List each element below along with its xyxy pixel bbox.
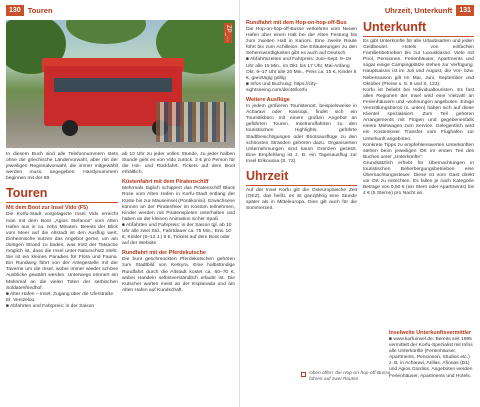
right-running-title: Uhrzeit, Unterkunft xyxy=(384,5,453,15)
boot-bullet-1: ■ Alter Hafen – Insel, Zugang über die Uferstraße El. Venizelou xyxy=(6,291,114,303)
tip-text: ■ www.korfuinsel.de: Bereits seit 1995 vermittelt der Korfu-Spezialist mit Infos alle Unterkünfte (Ferienhäuser, Apartments, Pensionen, Studios etc.) z. B. in Acharavi, Arillas, Afionas (D1) und Agios Gordios. Angeboten werden Ferienhäuser, Apartments und Hotels. xyxy=(389,337,473,379)
kuste-bullet-1: ■ Abfahrten und Fahrpreis: in der Saison tgl. ab 10 Uhr alle zwei Std., Fahrtdauer ca. 75 Min., Erw. 10 €, Kinder (6–12 J.) 6 €, Tickets auf dem Boot oder auf der Website xyxy=(122,222,232,247)
caption-marker-icon xyxy=(301,372,306,377)
sub-bus-title: Rundfahrt mit dem Hop-on-hop-off-Bus xyxy=(246,20,347,26)
unterkunft-text-4: Grundsätzlich erhebt für Übernachtungen in touristischen Beherbergungsbetrieben eine Übernachtungssteuer. Diese ist vom Gast direkt vor Ort zu entrichten. Es fallen je nach Kategorie Beträge von 0,50 € (ein Stern oder Apartments) bis 4 € (5 Sterne) pro Nacht an. xyxy=(363,160,474,197)
unterkunft-text-3: Konkrete Tipps zu empfehlenswerten Unterkünften stehen beim jeweiligen Ort im ersten Teil des Buches unter „Unterkünfte“. xyxy=(363,142,474,160)
left-header xyxy=(6,4,53,16)
caption-text: Oben offen: die Hop-on-hop-off-Busse fahren auf zwei Routen xyxy=(309,371,391,382)
section-uhrzeit-title: Uhrzeit xyxy=(246,168,289,183)
left-column-2 xyxy=(122,152,235,294)
right-page-number: 131 xyxy=(456,5,474,16)
kuste-text: Mehrmals täglich schippert das Piratenschiff Black Rose vom Alten Hafen in Korfu-Stadt entlang der Küste bis zur Mäuseinsel (Pontikonisi). Erwachsene können an der Piratenfeier im Kostüm teilnehmen, Kinder werden mit Piratenspielen unterhalten und haben an der kleinen Animation sicher Spaß. xyxy=(122,186,235,222)
photo-credit-tag: ZP_... xyxy=(225,25,231,42)
tour-bus-photo xyxy=(6,20,235,148)
bus-text: Die Hop-on-hop-off-Busse verkehren vom Neuen Hafen über einen Halt bei der Alten Festung bis zum zweiten Halt in Kanoni. Eine zweite Route führt bis zum Achilleion. Die Erläuterungen zu den Sehenswürdigkeiten gibt es auch auf Deutsch. xyxy=(246,27,357,57)
unterkunft-text-2: Korfu ist beliebt bei Individualtouristen. Es fast allen Regionen der Insel wird eine Vielzahl an Ferienhäusern und -wohnungen angeboten. Einige Vermittlungsbüros (s. unten) haben sich auf diese Klientel spezialisiert. Zum Teil gehören Arrangements mit Flügen und gegebenenfalls einem Mietwagen zum Service. Gelegentlich wird ein Kostenloser Transfer vom Flughafen zur Unterkunft angeboten. xyxy=(363,87,474,142)
bus-bullet-2: ■ Infos und Buchung: https://city-sightseeing.com/de/46/korfu xyxy=(246,81,318,93)
sub-pferd-title: Rundfahrt mit der Pferdekutsche xyxy=(122,250,206,257)
photo-caption xyxy=(301,371,391,383)
boot-text: Die Korfu-Stadt vorgelagerte Insel Vido erreicht man mit dem Boot „Agios Stefanos“ vom Alten Hafen aus in ca. zehn Minuten. Bereits der Blick vom Meer auf die Altstadt ist den Ausflug wert. Einheimische nutzen das Angebot gerne, um am dortigen Strand zu baden, was trotz der Tatsache möglich ist, dass die Insel unter Naturschutz steht. Sie ist ein kleines Paradies für Flora und Fauna. Ein Rundweg führt von der Anlegestelle mit der Taverne um die Insel, wobei immer wieder schöne Ausblicke gewährt werden. Unterwegs erinnert ein Mahnmal an die vielen Toten der serbischen Soldatenfriedhof. xyxy=(6,212,118,291)
accommodation-tip-box xyxy=(389,330,474,380)
left-column-1 xyxy=(6,152,118,310)
right-header xyxy=(385,4,474,16)
section-unterkunft-title: Unterkunft xyxy=(363,20,427,34)
sub-kuste-title: Küstenfahrt mit dem Piratenschiff xyxy=(122,179,209,186)
left-page-number: 130 xyxy=(6,5,24,16)
bus-bullet-1: ■ Abfahrtszeiten und Fahrpreis: Juni–Sept. 9–19 Uhr alle 15 Min., im Okt. bis 17 Uhr, Mai-Anfang Okt. 9–17 Uhr alle 20 Min., Preis ca. 15 €, Kinder 8 €, ganztägig gültig xyxy=(246,57,357,81)
right-column-2 xyxy=(363,20,474,197)
sub-boot-title: Mit dem Boot zur Insel Vido (F5) xyxy=(6,205,88,212)
phone-intro-text: In diesem Buch sind alle Telefonnummern stets ohne die griechische Ländervorwahl, aber mit der jeweiligen Regionalvorwahl, die immer mitgewählt werden muss, angegeben. Handynummern beginnen mit der 69. xyxy=(6,152,118,182)
weitere-text: In jedem größeren Touristenort, beispielsweise in Acharavi oder Kassiopi, findet sich ein Touristikbüro mit einem großen Angebot an geführten Touren. Inselrundfahrten zu den touristischen Highlights, geführte Stadtbesichtigungen oder Bootsausflüge zu den schönsten Stränden gehören dazu. Organisierten Unternehmungen sind kaum Grenzen gesetzt. Eine Empfehlung ist z. B. ein Tagesausflug zur Insel Erikoussa (S. 72). xyxy=(246,104,357,164)
unterkunft-text-1: Es gibt Unterkünfte für alle Urlaubsarten und jeden Geldbeutel. Hotels von einfachen Familienbetrieben bis zur Luxusklasse. Viele mit Pool, Pensionen, Ferienhäuser, Apartments und sogar einige Campingplätze stehen zur Verfügung. Hauptsaison ist im Juli und August, die Vor- bzw. Nebensaison gilt im Mai, Juni, September und Oktober (Preise s. S. 8 und S. 123). xyxy=(363,39,474,87)
pferd-text: Die bunt geschmückten Pferdekutschen gehören zum Stadtbild von Kerkyra. Eine halbstündige Rundfahrt durch die Altstadt kostet ca. 60–70 €, wobei Handeln selbstverständlich erlaubt ist. Die Kutscher warten meist an der Esplanada und am Alten Hafen auf Kundschaft. xyxy=(122,257,235,293)
sub-weitere-title: Weitere Ausflüge xyxy=(246,97,290,104)
left-running-title: Touren xyxy=(27,5,53,15)
boot-bullet-2: ■ Abfahrten und Fahrpreis: in der Saison xyxy=(6,303,95,309)
uhrzeit-text: Auf der Insel Korfu gilt die Osteuropäische Zeit (OEZ), das heißt, es ist ganzjährig eine Stunde später als in Mitteleuropa. Dies gilt auch für die Sommerzeit. xyxy=(246,187,357,212)
tip-title: Inselweite Unterkunftsvermittler xyxy=(389,330,472,336)
boot-schedule-text: ab 10 Uhr zu jeder vollen Stunde, zu jeder halben Stunde geht es von Vido zurück. 3 € pro Person für die Hin- und Rückfahrt. Tickets auf dem Boot erhältlich. xyxy=(122,152,235,176)
right-column-1 xyxy=(246,20,357,212)
section-touren-title: Touren xyxy=(6,186,48,201)
